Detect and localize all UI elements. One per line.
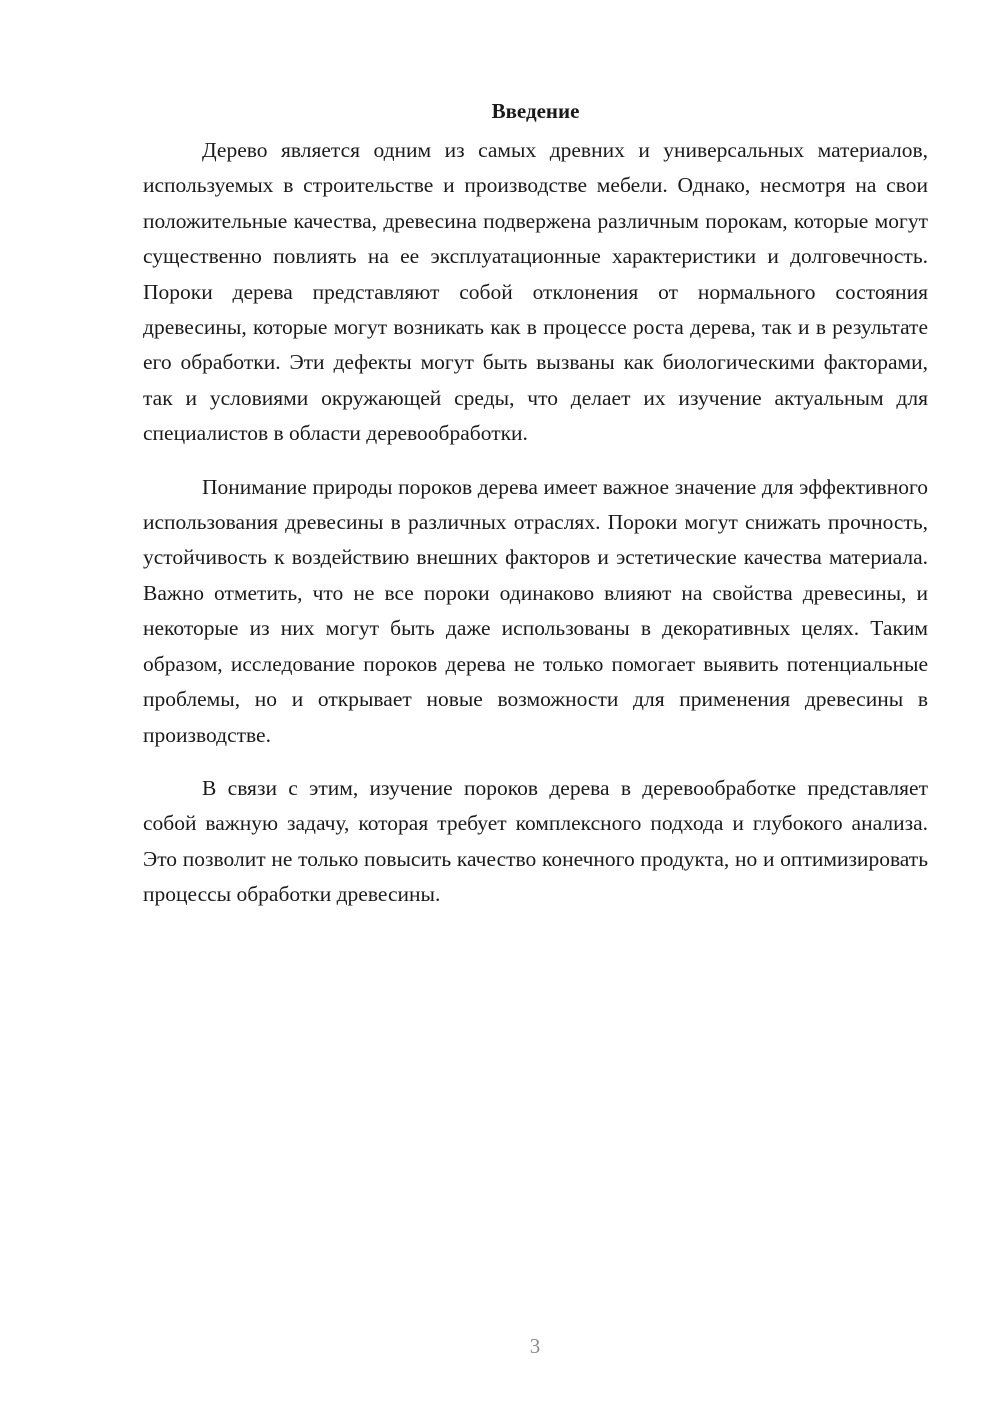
page-number: 3 [529,1334,541,1358]
paragraph-2: Понимание природы пороков дерева имеет важное значение для эффективного использования древесины в различных отраслях. Пороки могут снижать прочность, устойчивость к воздействию внешних факторов и эстетические качества материала. Важно отметить, что не все пороки одинаково влияют на свойства древесины, и некоторые из них могут быть даже использованы в декоративных целях. Таким образом, исследование пороков дерева не только помогает выявить потенциальные проблемы, но и открывает новые возможности для применения древесины в производстве. [143,474,928,747]
section-heading: Введение [491,99,580,123]
paragraph-3: В связи с этим, изучение пороков дерева в деревообработке представляет собой важную задачу, которая требует комплексного подхода и глубокого анализа. Это позволит не только повысить качество конечного продукта, но и оптимизировать процессы обработки древесины. [143,775,928,907]
paragraph-1: Дерево является одним из самых древних и универсальных материалов, используемых в строительстве и производстве мебели. Однако, несмотря на свои положительные качества, древесина подвержена различным порокам, которые могут существенно повлиять на ее эксплуатационные характеристики и долговечность. Пороки дерева представляют собой отклонения от нормального состояния древесины, которые могут возникать как в процессе роста дерева, так и в результате его обработки. Эти дефекты могут быть вызваны как биологическими факторами, так и условиями окружающей среды, что делает их изучение актуальным для специалистов в области деревообработки. [143,138,928,446]
page-content [143,97,928,913]
